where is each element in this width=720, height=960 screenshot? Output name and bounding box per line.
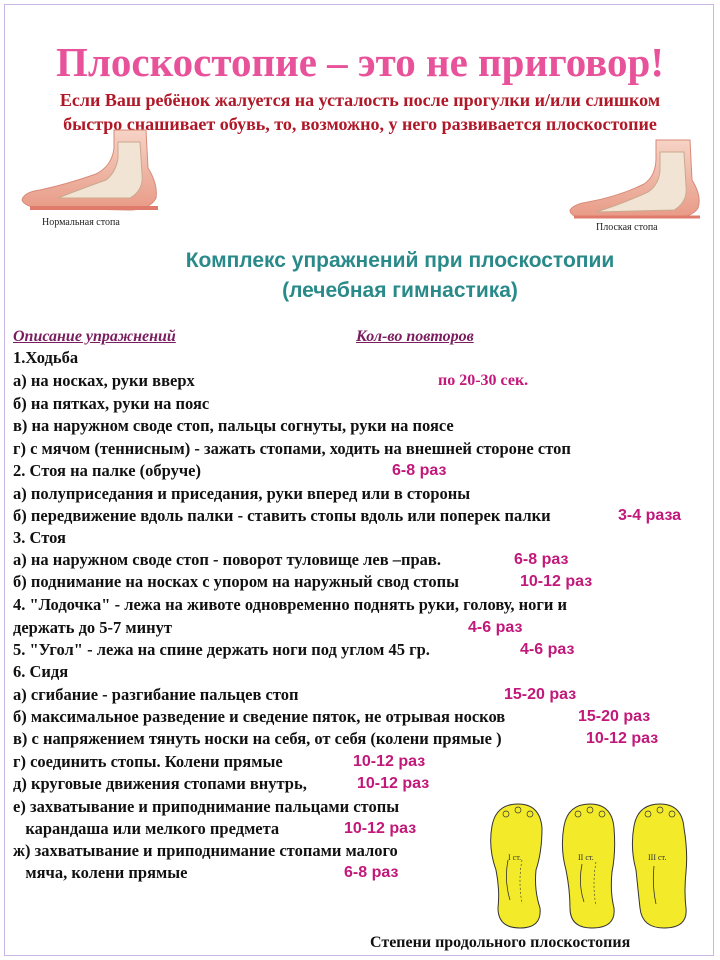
header-description: Описание упражнений — [13, 328, 176, 345]
exercise-repetitions: 6-8 раз — [344, 864, 399, 881]
exercise-line: карандаша или мелкого предмета — [13, 819, 280, 838]
exercise-line: г) с мячом (теннисным) - зажать стопами, ходить на внешней стороне стоп — [13, 439, 571, 458]
exercise-repetitions: 10-12 раз — [344, 820, 417, 837]
header-repetitions: Кол-во повторов — [356, 328, 474, 345]
flat-foot-caption: Плоская стопа — [596, 222, 658, 233]
footprint-degree-2 — [562, 804, 614, 928]
page-title: Плоскостопие – это не приговор! — [56, 39, 664, 85]
degrees-caption: Степени продольного плоскостопия — [370, 934, 631, 951]
normal-foot-caption: Нормальная стопа — [42, 217, 120, 228]
exercise-repetitions: 15-20 раз — [504, 686, 577, 703]
exercise-line: 5. "Угол" - лежа на спине держать ноги под углом 45 гр. — [13, 640, 430, 659]
exercise-repetitions: 6-8 раз — [392, 462, 447, 479]
flatfoot-degrees-image — [478, 800, 708, 932]
exercise-line: а) сгибание - разгибание пальцев стоп — [13, 685, 299, 704]
footprint-degree-3 — [632, 804, 686, 928]
exercise-line: е) захватывание и приподнимание пальцами стопы — [13, 797, 400, 816]
exercise-repetitions: 10-12 раз — [520, 573, 593, 590]
exercise-line: в) на наружном своде стоп, пальцы согнуты, руки на поясе — [13, 416, 454, 435]
exercise-line: б) на пятках, руки на пояс — [13, 394, 210, 413]
subtitle-line-2: (лечебная гимнастика) — [282, 279, 518, 302]
exercise-repetitions: 4-6 раз — [520, 641, 575, 658]
degree-label-2: II ст. — [578, 853, 594, 862]
exercise-line: мяча, колени прямые — [13, 863, 188, 882]
exercise-line: а) на носках, руки вверх — [13, 371, 195, 390]
exercise-repetitions: 10-12 раз — [586, 730, 659, 747]
exercise-repetitions: 4-6 раз — [468, 619, 523, 636]
flat-foot-image — [566, 138, 704, 220]
exercise-repetitions: 6-8 раз — [514, 551, 569, 568]
degree-label-1: I ст. — [508, 853, 522, 862]
exercise-line: 4. "Лодочка" - лежа на животе одновременно поднять руки, голову, ноги и — [13, 595, 567, 614]
exercise-repetitions: 3-4 раза — [618, 507, 682, 524]
exercise-line: б) максимальное разведение и сведение пяток, не отрывая носков — [13, 707, 506, 726]
exercise-repetitions: 10-12 раз — [353, 753, 426, 770]
exercise-line: 1.Ходьба — [13, 348, 79, 367]
exercise-line: 6. Сидя — [13, 662, 69, 681]
subtitle-line-1: Комплекс упражнений при плоскостопии — [185, 249, 615, 272]
exercise-repetitions: 10-12 раз — [357, 775, 430, 792]
exercise-line: 2. Стоя на палке (обруче) — [13, 461, 201, 480]
exercise-line: держать до 5-7 минут — [13, 618, 173, 637]
exercises-subtitle — [110, 246, 690, 306]
exercise-line: б) поднимание на носках с упором на наружный свод стопы — [13, 572, 459, 591]
normal-foot-image — [18, 128, 168, 214]
exercise-line: д) круговые движения стопами внутрь, — [13, 774, 307, 793]
intro-text: Если Ваш ребёнок жалуется на усталость после прогулки и/или слишком быстро снашивает обувь, то, возможно, у него развивается плоскостопие — [59, 90, 661, 134]
exercise-line: а) на наружном своде стоп - поворот туловище лев –прав. — [13, 550, 441, 569]
exercise-repetitions: по 20-30 сек. — [438, 372, 529, 389]
degree-label-3: III ст. — [648, 853, 667, 862]
footprint-degree-1 — [491, 804, 542, 928]
exercise-line: г) соединить стопы. Колени прямые — [13, 752, 283, 771]
exercise-repetitions: 15-20 раз — [578, 708, 651, 725]
exercise-line: б) передвижение вдоль палки - ставить стопы вдоль или поперек палки — [13, 506, 551, 525]
exercise-line: а) полуприседания и приседания, руки вперед или в стороны — [13, 484, 471, 503]
exercise-line: в) с напряжением тянуть носки на себя, от себя (колени прямые ) — [13, 729, 502, 748]
exercise-line: 3. Стоя — [13, 528, 66, 547]
exercise-line: ж) захватывание и приподнимание стопами малого — [13, 841, 398, 860]
